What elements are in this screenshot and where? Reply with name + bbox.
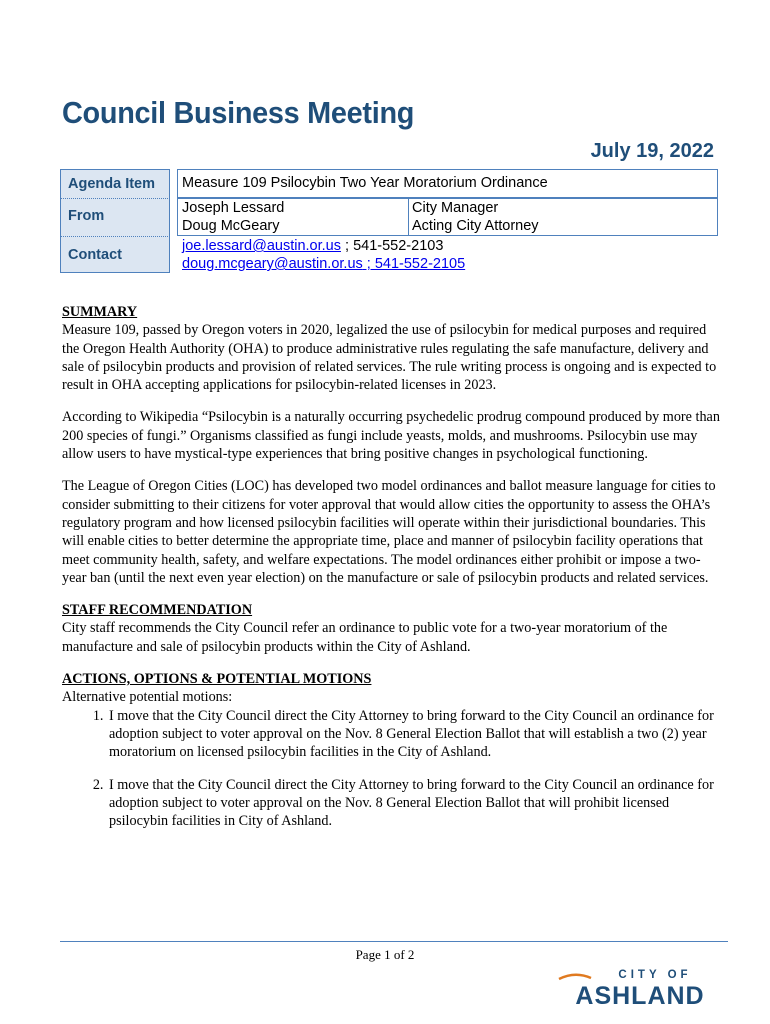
contact-email-link-1[interactable]: joe.lessard@austin.or.us	[182, 238, 341, 254]
agenda-item-label: Agenda Item	[68, 176, 156, 192]
staff-text: City staff recommends the City Council refer an ordinance to public vote for a two-year moratorium of the manufacture and sale of psilocybin products within the City of Ashland.	[62, 620, 668, 655]
from-label: From	[68, 208, 105, 224]
contact-line-1	[182, 238, 443, 254]
motion-item-1: 1. I move that the City Council direct the City Attorney to bring forward to the City Council an ordinance for adoption subject to voter approval on the Nov. 8 General Election Ballot that will establish a two (2) year moratorium on licensed psilocybin facilities in the City of Ashland.	[107, 707, 722, 762]
summary-paragraph-1: Measure 109, passed by Oregon voters in 2020, legalized the use of psilocybin for medical purposes and required the Oregon Health Authority (OHA) to produce administrative rules regulating the safe manufacture, delivery and sale of psilocybin products and provision of related services. The rule writing process is ongoing and is expected to result in OHA accepting applications for psilocybin-related licenses in 2023.	[62, 322, 717, 394]
actions-heading: ACTIONS, OPTIONS & POTENTIAL MOTIONS	[62, 671, 372, 688]
contact-email-link-2[interactable]: doug.mcgeary@austin.or.us	[182, 256, 363, 272]
actions-intro: Alternative potential motions:	[62, 689, 233, 706]
contact-line-2	[182, 256, 465, 272]
summary-heading: SUMMARY	[62, 304, 138, 320]
document-body	[62, 303, 722, 844]
logo-swoosh-icon	[559, 975, 591, 979]
staff-section	[62, 601, 722, 656]
summary-paragraph-2: According to Wikipedia “Psilocybin is a naturally occurring psychedelic prodrug compound produced by more than 200 species of fungi.” Organisms classified as fungi include yeasts, molds, and mushrooms. Psilocybin use may allow users to have mystical-type experiences that bring positive changes in psychological functioning.	[62, 409, 720, 463]
city-of-ashland-logo	[555, 967, 725, 1007]
contact-label: Contact	[68, 247, 122, 263]
motions-list	[62, 707, 722, 831]
motion-item-2: 2. I move that the City Council direct the City Attorney to bring forward to the City Council an ordinance for adoption subject to voter approval on the Nov. 8 General Election Ballot that will prohibit licensed psilocybin facilities in City of Ashland.	[107, 776, 722, 831]
page-number: Page 1 of 2	[355, 947, 415, 962]
from-name-1: Joseph Lessard	[182, 200, 285, 216]
from-role-2: Acting City Attorney	[412, 218, 539, 234]
summary-paragraph-3: The League of Oregon Cities (LOC) has developed two model ordinances and ballot measure language for cities to consider submitting to their citizens for voter approval that would allow cities the opportunity to assess the OHA’s regulatory program and how licensed psilocybin facilities will operate within their jurisdictional boundaries. This will enable cities to better determine the appropriate time, place and manner of psilocybin facility operations that meet community health, safety, and welfare expectations. The model ordinances either prohibit or impose a two-year ban (until the next even year election) on the manufacture or sale of psilocybin products and related services.	[62, 478, 716, 586]
agenda-info-table	[60, 169, 718, 273]
divider	[60, 198, 170, 199]
from-name-2: Doug McGeary	[182, 218, 280, 234]
page-title: Council Business Meeting	[62, 95, 415, 130]
divider	[60, 236, 170, 237]
contact-phone-2[interactable]: ; 541-552-2105	[362, 256, 466, 272]
agenda-item-value: Measure 109 Psilocybin Two Year Moratorium Ordinance	[182, 175, 548, 191]
column-divider	[408, 198, 409, 236]
logo-ashland-text: ASHLAND	[575, 982, 705, 1007]
from-role-1: City Manager	[412, 200, 499, 216]
footer-rule	[60, 941, 728, 942]
summary-section	[62, 303, 722, 394]
contact-phone-1: ; 541-552-2103	[341, 238, 444, 254]
meeting-date: July 19, 2022	[590, 140, 714, 162]
actions-section	[62, 670, 722, 830]
staff-heading: STAFF RECOMMENDATION	[62, 602, 253, 619]
logo-city-of-text: CITY OF	[618, 969, 692, 981]
